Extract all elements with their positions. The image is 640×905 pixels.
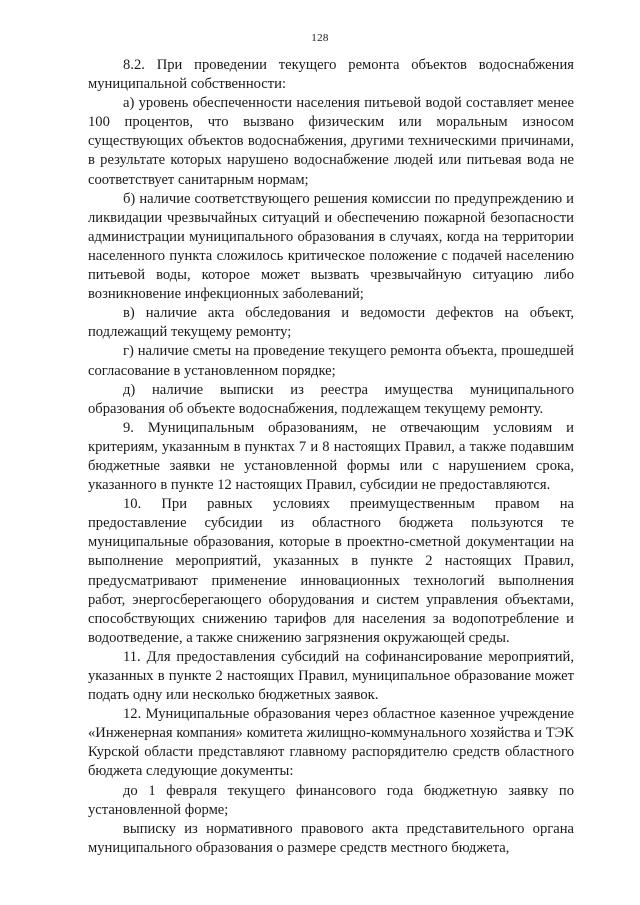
paragraph-8-2-b: б) наличие соответствующего решения комиссии по предупреждению и ликвидации чрезвычайных ситуаций и обеспечению пожарной безопасности администрации муниципального образования в случаях, когда на территории населенного пункта сложилось критическое положение с подачей населению питьевой воды, которое может вызвать чрезвычайную ситуацию либо возникновение инфекционных заболеваний; [88, 190, 574, 303]
paragraph-10: 10. При равных условиях преимущественным правом на предоставление субсидии из областного бюджета пользуются те муниципальные образования, которые в проектно-сметной документации на выполнение мероприятий, указанных в пункте 2 настоящих Правил, предусматривают применение инновационных технологий выполнения работ, энергосберегающего оборудования и систем управления объектами, способствующих снижению тарифов для населения за водопотребление и водоотведение, а также снижению загрязнения окружающей среды. [88, 496, 574, 646]
paragraph-12-extract: выписку из нормативного правового акта представительного органа муниципального образования о размере средств местного бюджета, [88, 820, 574, 856]
document-body [88, 56, 574, 858]
paragraph-8-2: 8.2. При проведении текущего ремонта объектов водоснабжения муниципальной собственности: [88, 57, 574, 93]
paragraph-11: 11. Для предоставления субсидий на софинансирование мероприятий, указанных в пункте 2 настоящих Правил, муниципальное образование может подать одну или несколько бюджетных заявок. [88, 648, 574, 704]
paragraph-12: 12. Муниципальные образования через областное казенное учреждение «Инженерная компания» комитета жилищно-коммунального хозяйства и ТЭК Курской области представляют главному распорядителю средств областного бюджета следующие документы: [88, 706, 574, 780]
paragraph-8-2-v: в) наличие акта обследования и ведомости дефектов на объект, подлежащий текущему ремонту; [88, 305, 574, 341]
paragraph-9: 9. Муниципальным образованиям, не отвечающим условиям и критериям, указанным в пунктах 7 и 8 настоящих Правил, а также подавшим бюджетные заявки не установленной формы или с нарушением срока, указанного в пункте 12 настоящих Правил, субсидии не предоставляются. [88, 419, 574, 494]
page-number: 128 [311, 32, 329, 44]
paragraph-8-2-g: г) наличие сметы на проведение текущего ремонта объекта, прошедшей согласование в установленном порядке; [88, 343, 574, 379]
paragraph-12-budget-request: до 1 февраля текущего финансового года бюджетную заявку по установленной форме; [88, 782, 574, 818]
paragraph-8-2-a: а) уровень обеспеченности населения питьевой водой составляет менее 100 процентов, что вызвано физическим или моральным износом существующих объектов водоснабжения, другими техническими причинами, в результате которых нарушено водоснабжение людей или питьевая вода не соответствует санитарным нормам; [88, 95, 574, 188]
paragraph-8-2-d: д) наличие выписки из реестра имущества муниципального образования об объекте водоснабжения, подлежащем текущему ремонту. [88, 381, 574, 417]
